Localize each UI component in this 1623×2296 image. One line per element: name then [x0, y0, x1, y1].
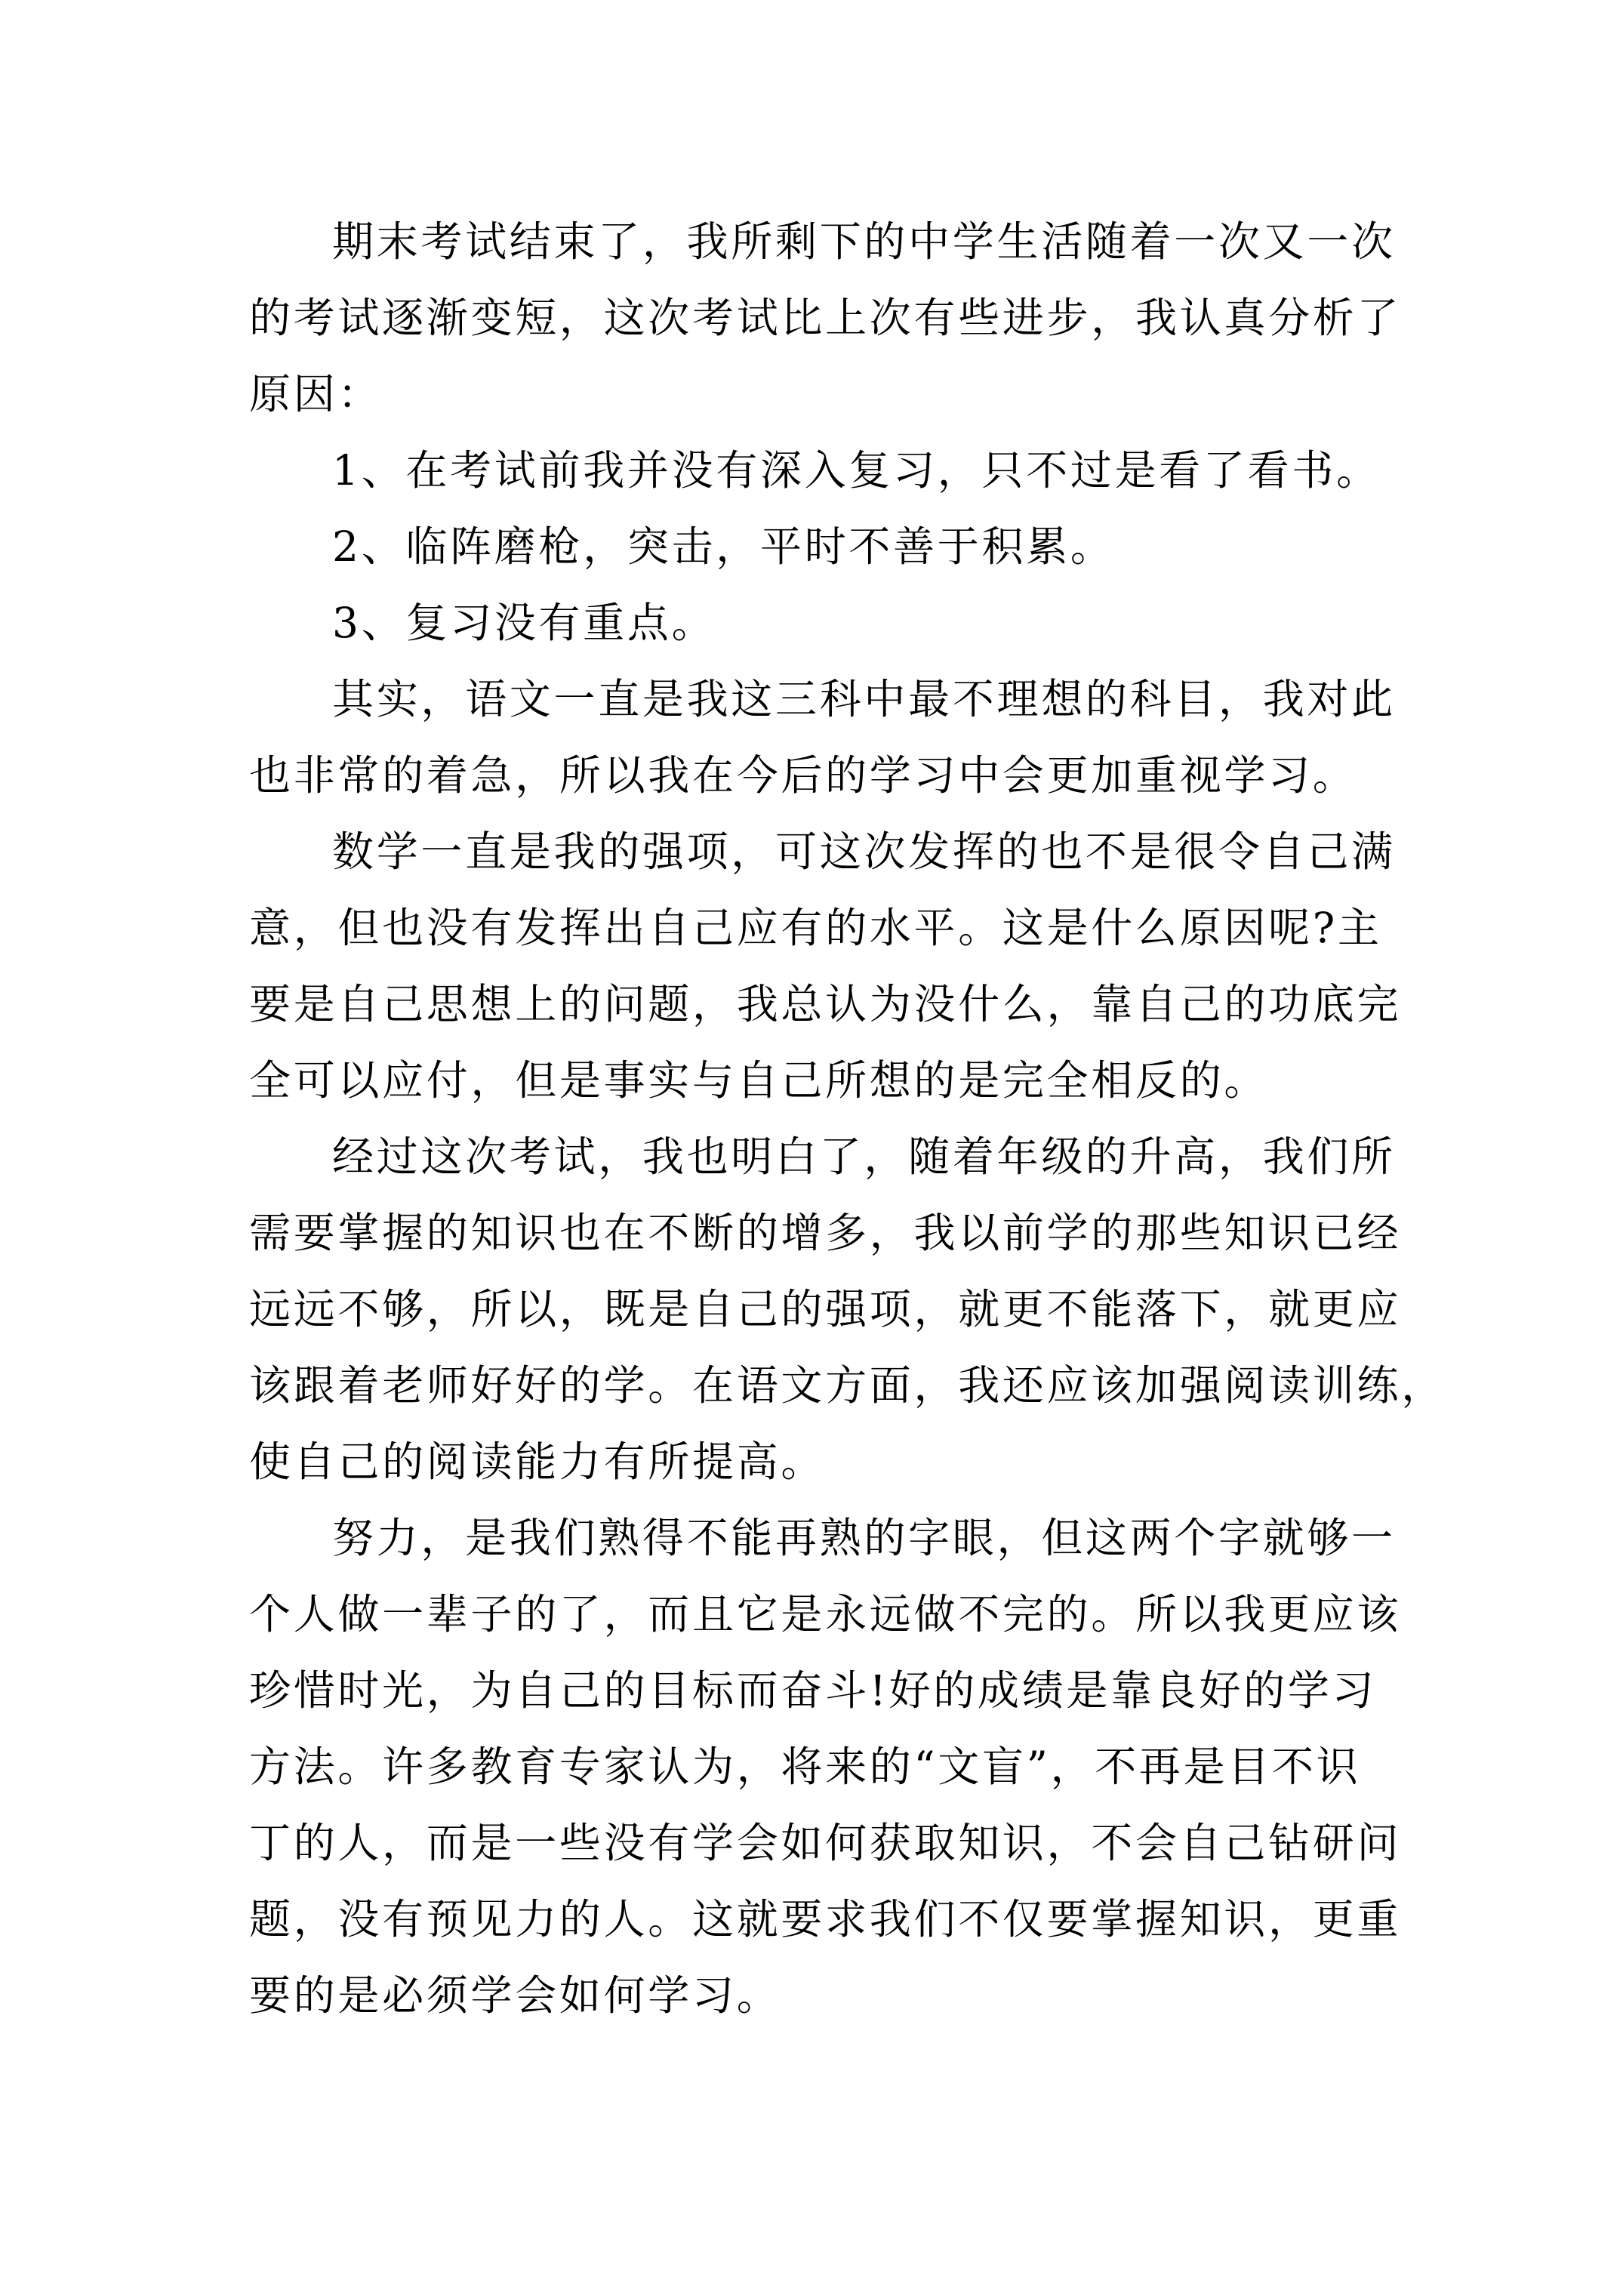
- text-line: 数学一直是我的强项，可这次发挥的也不是很令自己满: [332, 827, 1396, 876]
- text-line: 原因：: [249, 370, 383, 418]
- text-line: 3、复习没有重点。: [332, 599, 716, 647]
- text-line: 需要掌握的知识也在不断的增多，我以前学的那些知识已经: [249, 1209, 1402, 1257]
- text-line: 也非常的着急，所以我在今后的学习中会更加重视学习。: [249, 751, 1357, 800]
- text-line: 1、在考试前我并没有深入复习，只不过是看了看书。: [332, 446, 1381, 495]
- text-line: 意，但也没有发挥出自己应有的水平。这是什么原因呢?主: [249, 904, 1382, 952]
- paragraph-list-item: [249, 509, 1397, 585]
- text-line: 个人做一辈子的了，而且它是永远做不完的。所以我更应该: [249, 1590, 1402, 1638]
- text-line: 努力，是我们熟得不能再熟的字眼，但这两个字就够一: [332, 1514, 1396, 1562]
- text-line: 使自己的阅读能力有所提高。: [249, 1438, 826, 1486]
- paragraph: [249, 661, 1397, 814]
- text-line: 要的是必须学会如何学习。: [249, 1971, 781, 2020]
- text-line: 经过这次考试，我也明白了，随着年级的升高，我们所: [332, 1133, 1396, 1181]
- paragraph: [249, 1500, 1402, 2034]
- text-line: 2、临阵磨枪，突击，平时不善于积累。: [332, 522, 1115, 571]
- paragraph: [249, 1119, 1446, 1500]
- text-line: 期末考试结束了，我所剩下的中学生活随着一次又一次: [332, 217, 1396, 266]
- text-line: 丁的人，而是一些没有学会如何获取知识，不会自己钻研问: [249, 1819, 1402, 1867]
- text-line: 该跟着老师好好的学。在语文方面，我还应该加强阅读训练，: [249, 1361, 1446, 1410]
- paragraph-list-item: [249, 585, 1397, 661]
- text-line: 其实，语文一直是我这三科中最不理想的科目，我对此: [332, 675, 1396, 723]
- paragraph: [249, 204, 1402, 433]
- text-line: 全可以应付，但是事实与自己所想的是完全相反的。: [249, 1056, 1269, 1105]
- document-body: [249, 204, 1446, 2034]
- text-line: 题，没有预见力的人。这就要求我们不仅要掌握知识，更重: [249, 1895, 1402, 1943]
- text-line: 远远不够，所以，既是自己的强项，就更不能落下，就更应: [249, 1285, 1402, 1333]
- text-line: 的考试逐渐变短，这次考试比上次有些进步，我认真分析了: [249, 294, 1402, 342]
- text-line: 要是自己思想上的问题，我总认为没什么，靠自己的功底完: [249, 980, 1402, 1028]
- paragraph: [249, 814, 1402, 1119]
- text-line: 珍惜时光，为自己的目标而奋斗!好的成绩是靠良好的学习: [249, 1666, 1377, 1715]
- text-line: 方法。许多教育专家认为，将来的“文盲”，不再是目不识: [249, 1743, 1361, 1791]
- paragraph-list-item: [249, 433, 1397, 509]
